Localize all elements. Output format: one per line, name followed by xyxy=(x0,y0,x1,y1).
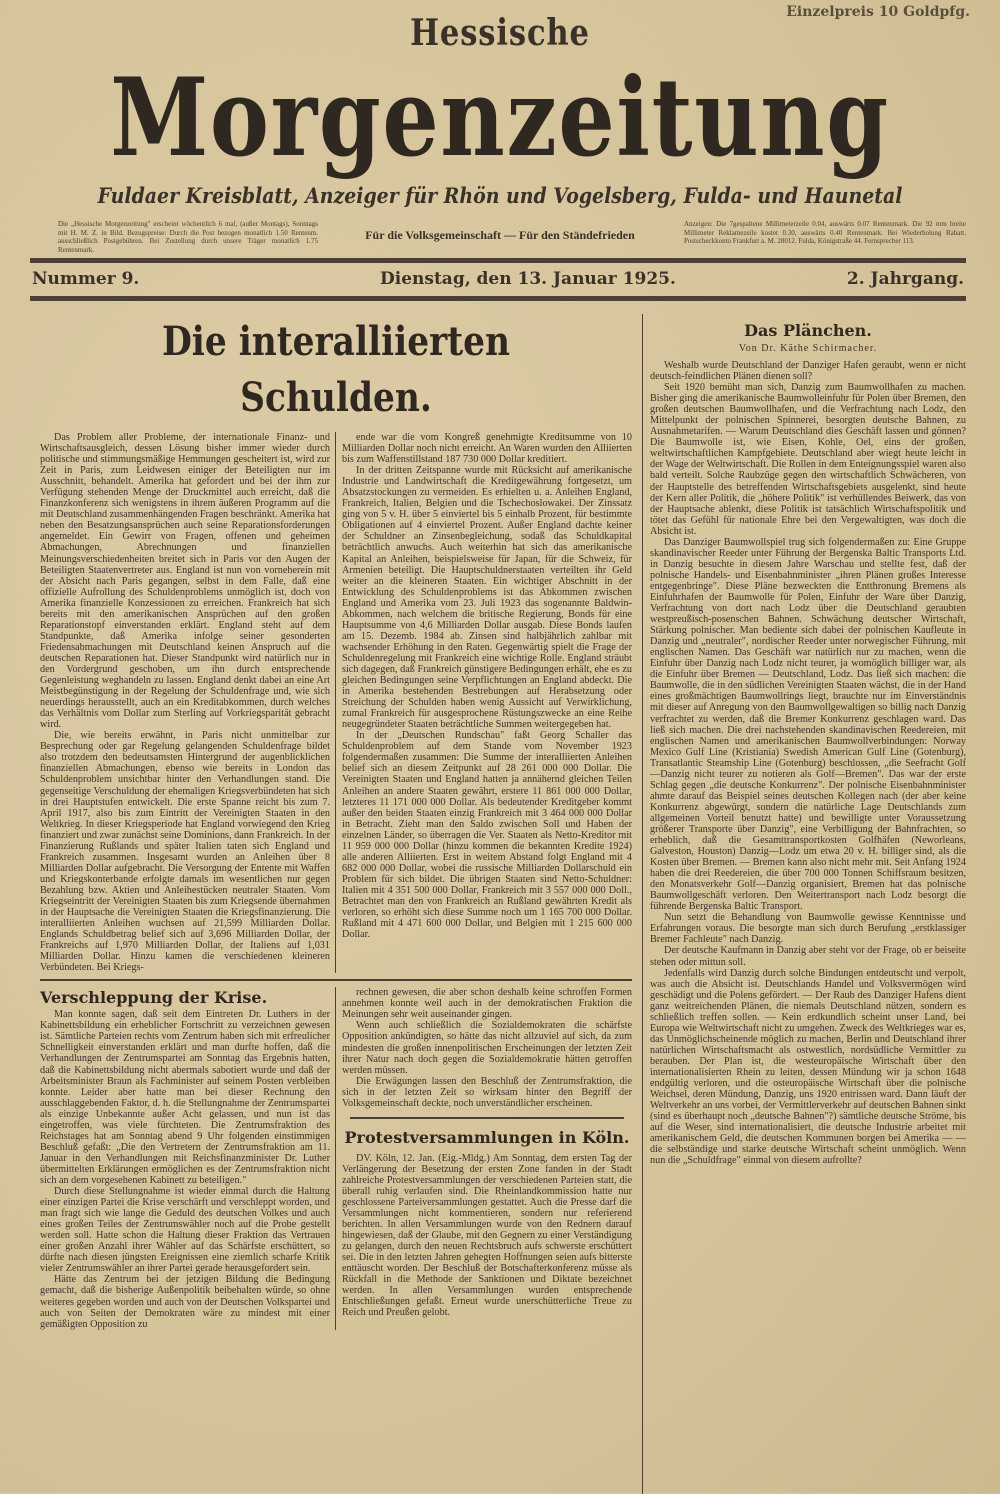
crisis-article xyxy=(40,987,330,1329)
paragraph: Nun setzt die Behandlung von Baumwolle gewisse Kenntnisse und Erfahrungen voraus. Die besorgte man sich durch Berufung „erstklassiger Bremer Fachleute" nach Danzig. xyxy=(650,912,966,946)
crisis-article-column-2 xyxy=(342,987,632,1109)
cologne-article-body xyxy=(342,1153,632,1319)
dateline-rule xyxy=(30,296,966,301)
advertising-info: Anzeigen: Die 7gespaltene Millimeterzeile 0.04, auswärts 0.07 Rentenmark. Die 92 mm breite Millimeter Reklamezeile kostet 0.30, auswärts 0.40 Rentenmark. Bei Wiederholung Rabatt. Postscheckkonto Frankfurt a. M. 28012. Fulda, Königstraße 44. Fernsprecher 113. xyxy=(684,220,966,245)
newspaper-subtitle: Fuldaer Kreisblatt, Anzeiger für Rhön und Vogelsberg, Fulda- und Haunetal xyxy=(97,183,903,208)
volume-number: 2. Jahrgang. xyxy=(846,269,964,289)
cologne-headline: Protestversammlungen in Köln. xyxy=(344,1127,630,1147)
issue-number: Nummer 9. xyxy=(32,269,140,289)
paragraph: In der „Deutschen Rundschau" faßt Georg Schaller das Schuldenproblem auf dem Stande vom November 1923 folgendermaßen zusammen: Die Summe der interalliierten Anleihen belief sich an diesem Zeitpunkt auf 28 261 000 000 Dollar. Die Vereinigten Staaten und England hatten ja annähernd gleichen Teilen Anleihen an andere Staaten gewährt, erstere 11 861 000 000 Dollar, letzteres 11 171 000 000 Dollar. Als bedeutender Kreditgeber kommt außer den beiden Staaten einzig Frankreich mit 3 464 000 000 Dollar in Betracht. Zieht man den Saldo zwischen Soll und Haben der einzelnen Länder, so überragen die Ver. Staaten als Netto-Kreditor mit 11 959 000 000 Dollar (hinzu kommen die bekannten Kredite 1924) alle anderen Alliierten. Erst in weitem Abstand folgt England mit 4 682 000 000 Dollar, wobei die russische Milliarden Dollarschuld ein Problem für sich bildet. Die übrigen Staaten sind Netto-Schuldner: Italien mit 4 351 500 000 Dollar, Frankreich mit 3 557 000 000 Doll., Betrachtet man den von Frankreich an Rußland gewährten Kredit als verloren, so erhöht sich diese Summe noch um 1 165 700 000 Dollar. Rußland mit 4 471 600 000 Dollar, und Belgien mit 1 215 600 000 Dollar. xyxy=(342,730,632,941)
subscription-info: Die „Hessische Morgenzeitung" erscheint wöchentlich 6 mal, (außer Montags), Sonntags mit H. M. Z. in Bild. Bezugspreise: Durch die Post bezogen monatlich 1.50 Rentenm. ausschließlich Postgebühren. Bei Zustellung durch unsere Träger monatlich 1.75 Rentenmark. xyxy=(58,220,318,254)
paragraph: Hätte das Zentrum bei der jetzigen Bildung die Bedingung gemacht, daß die bisherige Außenpolitik beibehalten würde, so ohne weiteres gegeben worden und auch von der Deutschen Volkspartei und auch von Seiten der Demokraten wäre zu mindest mit einer gemäßigten Opposition zu xyxy=(40,1274,330,1330)
left-area xyxy=(40,314,632,1330)
paragraph: Die Erwägungen lassen den Beschluß der Zentrumsfraktion, die sich in der letzten Zeit so wirksam hinter den Begriff der Volksgemeinschaft deckte, noch unverständlicher erscheinen. xyxy=(342,1075,632,1109)
page-body xyxy=(40,314,966,1494)
main-article-column-2 xyxy=(335,432,632,973)
section-rule xyxy=(40,979,632,981)
paragraph: Seit 1920 bemüht man sich, Danzig zum Baumwollhafen zu machen. Bisher ging die amerikanische Baumwolleinfuhr für Polen über Bremen, den großen deutschen Baumwollhafen, und die Verfrachtung nach Lodz, den Mittelpunkt der polnischen Spinnerei, besorgten deutsche Bahnen, zu Ausnahmetarifen. — Warum Deutschland dies Geschäft lassen und gönnen? Die Baumwolle ist, wie Eisen, Kohle, Oel, eins der großen, weltwirtschaftlichen Kampfgebiete. Deutschland aber wiegt heute leicht in der Wage der Weltwirtschaft. Die Rollen in dem Enteignungsspiel waren also bald verteilt. Solche Raubzüge gegen den wirtschaftlich Schwächeren, von der Hauptstelle des betreffenden Wirtschaftsgebiets ausgelenkt, sind heute der Kern aller Politik, die „höhere Politik" ist verhüllendes Beiwerk, das von der Hauptsache ablenkt, diese Politik ist tatsächlich Wirtschaftspolitik und tötet das Gefühl für nationale Ehre bei den Vergewaltigten, was doch die Absicht ist. xyxy=(650,382,966,537)
side-byline: Von Dr. Käthe Schirmacher. xyxy=(738,343,878,354)
side-article xyxy=(642,314,966,1494)
paragraph: Das Problem aller Probleme, der internationale Finanz- und Wirtschaftsausgleich, dessen Lösung bisher immer wieder durch politische und stimmungsmäßige Hemmungen gescheitert ist, wird zur Zeit in Paris, zum Leidwesen einiger der Beteiligten nur im Ausschnitt, behandelt. Amerika hat gefordert und bei der ihm zur Verfügung stehenden Menge der Druckmittel auch erreicht, daß die Finanzkonferenz sich wenigstens in ihrem äußeren Programm auf die mit Deutschland zusammenhängenden Fragen beschränkt. Amerika hat neben den Besatzungsansprüchen auch seine Reparationsforderungen angemeldet. Ein Gewirr von Fragen, offenen und geheimen Abmachungen, Abrechnungen und finanziellen Meinungsverschiedenheiten breitet sich in Paris vor den Augen der Beteiligten Staatenvertreter aus. England ist nun von vorneherein mit der Absicht nach Paris gegangen, selbst in dem Falle, daß eine offizielle Aufrollung des Schuldenproblems unmöglich ist, doch von Amerika finanzielle Konzessionen zu erreichen. Frankreich hat sich bereits mit den amerikanischen Ansprüchen auf den großen Reparationstopf einverstanden erklärt. England steht auf dem Standpunkte, daß Amerika infolge seiner gesonderten Friedensabmachungen mit Deutschland keinen Anspruch auf die deutschen Reparationen hat. Dieser Standpunkt wird natürlich nur in den Vordergrund geschoben, um ihn durch entsprechende Gegenleistung weghandeln zu lassen. England denkt dabei an eine Art Meistbegünstigung in der Regelung der Schuldenfrage und, wie sich neuerdings herausstellt, auch an ein Kreditabkommen, durch welches das Verhältnis vom Dollar zum Sterling auf Vorkriegsparität gebracht wird. xyxy=(40,432,330,731)
masthead-kicker: Hessische xyxy=(410,12,590,54)
paragraph: rechnen gewesen, die aber schon deshalb keine schroffen Formen annehmen konnte weil auch in der demokratischen Fraktion die Meinungen sehr weit auseinander gingen. xyxy=(342,987,632,1021)
lower-right-column xyxy=(335,987,632,1329)
lower-section xyxy=(40,987,632,1329)
paragraph: Durch diese Stellungnahme ist wieder einmal durch die Haltung einer einzigen Partei die Krise verschärft und verschleppt worden, und man fragt sich wie lange die Geduld des deutschen Volkes und auch eines großen Teiles der Zentrumswähler noch auf die Probe gestellt werden soll. Hatte schon die Haltung dieser Fraktion das Vertrauen einer großen Anzahl ihrer Wähler auf das Schärfste erschüttert, so dürfte nach diesen jüngsten Ereignissen eine ziemlich scharfe Kritik vieler Zentrumswähler an ihrer Partei gerade herausgefordert sein. xyxy=(40,1186,330,1275)
paragraph: Der deutsche Kaufmann in Danzig aber steht vor der Frage, ob er beiseite stehen oder mittun soll. xyxy=(650,945,966,968)
paragraph: Man konnte sagen, daß seit dem Eintreten Dr. Luthers in der Kabinettsbildung ein erheblicher Fortschritt zu verzeichnen gewesen ist. Sämtliche Parteien rechts vom Zentrum haben sich mit erfreulicher Schnelligkeit einverstanden erklärt und man durfte hoffen, daß die Verhandlungen der Zentrumspartei am Sonntag das Ergebnis hatten, daß die Kabinettsbildung nicht abermals sabotiert wurde und daß der Arbeitsminister Braun als Fachminister auf seinem Posten verbleiben konnte. Leider aber hatte man bei dieser Rechnung den ausschlaggebenden Faktor, d. h. die Stellungnahme der Zentrumspartei als einzige Unbekannte außer Acht gelassen, und nun ist das eingetroffen, was viele fürchteten. Die Zentrumsfraktion des Reichstages hat am Sonntag abend 9 Uhr folgenden einstimmigen Beschluß gefaßt: „Die den Vertretern der Zentrumsfraktion am 11. Januar in den Verhandlungen mit Reichsfinanzminister Dr. Luther übermittelten Erklärungen ermöglichen es der Zentrumsfraktion nicht sich an dem vorgesehenen Kabinett zu beteiligen." xyxy=(40,1009,330,1186)
paragraph: Jedenfalls wird Danzig durch solche Bindungen entdeutscht und verpolt, was auch die Absicht ist. Deutschlands Handel und Volksvermögen wird geschädigt und die Polens gefördert. — Der Raub des Danziger Hafens dient ganz weitreichenden Plänen, die niemals Deutschland nützen, sondern es schließlich treffen sollen. — Kein erdkundlich scheint unser Land, bei Europa wie Weltwirtschaft nicht zu umgehen. Zweck des Weltkrieges war es, das Unmöglichscheinende möglich zu machen, Berlin und Deutschland ihrer natürlichen Wirtschaftsmacht als ostwestlich, nordsüdliche Vermittler zu berauben. Der Plan ist, die westeuropäische Wirtschaft über den internationalisierten Rhein zu leiten, dessen Mündung wir ja schon 1648 endgültig verloren, und die osteuropäische Wirtschaft über die polnische Weichsel, deren Mündung, Danzig, uns 1920 entrissen ward. Dann läuft der Weltverkehr an uns vorbei, der Vermittlerverkehr auf deutschen Bahnen sinkt (sind es überhaupt noch „deutsche Bahnen"?) sämtliche deutsche Ströme, bis auf die Weser, sind internationalisiert, die deutsche Industrie arbeitet mit amerikanischem Geld, die deutschen Kommunen borgen bei Amerika — — die selbständige und starke deutsche Wirtschaft scheint unmöglich. Wenn nun die „Schuldfrage" einmal von diesem aufrollte? xyxy=(650,967,966,1167)
main-article xyxy=(40,432,632,973)
paragraph: ende war die vom Kongreß genehmigte Kreditsumme von 10 Milliarden Dollar noch nicht erreicht. An Waren wurden den Alliierten bis zum Waffenstillstand 187 730 000 Dollar kreditiert. xyxy=(342,432,632,466)
main-article-column-1 xyxy=(40,432,330,973)
crisis-headline: Verschleppung der Krise. xyxy=(40,988,268,1008)
masthead-rule xyxy=(30,258,966,263)
issue-date: Dienstag, den 13. Januar 1925. xyxy=(380,269,676,289)
section-rule xyxy=(350,1117,624,1119)
main-headline: Die interalliierten Schulden. xyxy=(161,318,511,421)
single-copy-price: Einzelpreis 10 Goldpfg. xyxy=(786,4,970,20)
paragraph: Wenn auch schließlich die Sozialdemokraten die schärfste Opposition ankündigten, so hätte das nicht allzuviel auf sich, da zum mindesten die großen innenpolitischen Erscheinungen der letzten Zeit ihrer Natur nach doch gegen die Sozialdemokratie hätten getroffen werden müssen. xyxy=(342,1020,632,1076)
newspaper-motto: Für die Volksgemeinschaft — Für den Ständefrieden xyxy=(365,228,635,242)
side-article-body xyxy=(650,360,966,1166)
paragraph: Das Danziger Baumwollspiel trug sich folgendermaßen zu: Eine Gruppe skandinavischer Reeder unter Führung der Bergenska Baltic Transports Ltd. in Danzig besuchte in diesem Jahre Warschau und stellte fest, daß der polnische Handels- und Eisenbahnminister „ihren Plänen großes Interesse entgegenbringe". Diese Pläne bezweckten die Entthronung Bremens als Einfuhrhafen der Baumwolle für Polen, Einfuhr der Ware über Danzig, Verfrachtung von dort nach Lodz über die Deutschland geraubten westpreußisch-posenschen Bahnen. Schwächung deutscher Wirtschaft, Stärkung polnischer. Man bediente sich dabei der polnischen Kaufleute in Danzig und „neutraler", nordischer Reeder unter norwegischer Führung, mit englischen Namen. Das Geschäft war natürlich nur zu machen, wenn die Einfuhr über Danzig nach Lodz nicht teurer, ja womöglich billiger war, als die Einfuhr über Bremen — Deutschland, Lodz. Das ließ sich machen: die Baumwolle, die in den südlichen Vereinigten Staaten wächst, die in der Hand eines großmächtigen Baumwollrings liegt, brauchte nur im Einverständnis mit dieser auf Anregung von den Baumwollgewaltigen so billig nach Danzig verfrachtet zu werden, daß die Bremer Konkurrenz geschlagen ward. Das ließ sich machen. Die drei nachstehenden skandinavischen Reedereien, mit englischen Namen und amerikanischen Baumwollverbindungen: Norway Mexico Gulf Line (Kristiania) Swedish American Gulf Line (Gotenburg), Transatlantic Steamship Line (Gotenburg) beschlossen, „die Seefracht Golf—Danzig nicht teurer zu notieren als Golf—Bremen". Das war der erste Schlag gegen „die deutsche Konkurrenz". Der polnische Eisenbahnminister ahmte darauf das Beispiel seines deutschen Kollegen nach (der aber keine Konkurrenz abgewürgt, sondern die natürliche Lage Deutschlands zum allgemeinen Vorteil benutzt hatte) und bewilligte unter Voraussetzung größerer Transporte über Danzig", eine Verbilligung der Bahnfrachten, so erheblich, daß die Gesamttransportkosten Golfhäfen (Neworleans, Galveston, Houston) Danzig—Lodz um etwa 20 v. H. billiger sind, als die Kosten über Bremen. — Bremen kann also nicht mehr mit. Seit Anfang 1924 haben die drei Reedereien, die über 700 000 Tonnen Schiffsraum besitzen, den Monatsverkehr Golf—Danzig organisiert, Bremen hat das polnische Baumwollgeschäft verloren. Den Weitertransport nach Lodz besorgt die führende Bergenska Baltic Transport. xyxy=(650,536,966,913)
paragraph: In der dritten Zeitspanne wurde mit Rücksicht auf amerikanische Industrie und Landwirtschaft die Kreditgewährung fortgesetzt, um Absatzstockungen zu vermeiden. Es erhielten u. a. Anleihen England, Frankreich, Italien, Belgien und die Tschechoslowakei. Der Zinssatz ging von 5 v. H. über 5 einviertel bis 5 einhalb Prozent, für bestimmte Obligationen auf 4 einviertel Prozent. Außer England dachte keiner der Schuldner an Zinsenbegleichung, sodaß das Schuldkapital beträchtlich anwuchs. Auch weiterhin hat sich das amerikanische Kapital an Anleihen, beispielsweise für Japan, für die Schweiz, für Armenien beteiligt. Die Hauptschuldnerstaaten verteilten ihr Geld weiter an die kleineren Staaten. Ein wichtiger Abschnitt in der Entwicklung des Schuldenproblems ist das Abkommen zwischen England und Amerika vom 23. Juli 1923 das sogenannte Baldwin-Abkommen, nach welchem die britische Regierung, Bonds für eine Hauptsumme von 4,6 Milliarden Dollar ausgab. Diese Bonds laufen am 15. Dezemb. 1984 ab. Zinsen sind halbjährlich zahlbar mit wachsender Erhöhung in den Raten. Gegenwärtig spielt die Frage der Schuldenregelung mit Frankreich eine wichtige Rolle. England sträubt sich dagegen, daß Frankreich günstigere Bedingungen erhält, ehe es zu gleichen Bedingungen seine Verpflichtungen an England abdeckt. Die in Amerika bestehenden Bestrebungen auf Herabsetzung oder Streichung der Schulden haben wenig Aussicht auf Verwirklichung, zumal Frankreich für ausgesprochene Rüstungszwecke an eine Reihe neugegründeter Staaten beträchtliche Summen weitergegeben hat. xyxy=(342,465,632,731)
paragraph: DV. Köln, 12. Jan. (Eig.-Mldg.) Am Sonntag, dem ersten Tag der Verlängerung der Besetzung der ersten Zone fanden in der Stadt zahlreiche Protestversammlungen der verschiedenen Parteien statt, die überall ruhig verlaufen sind. Die Rheinlandkommission hatte nur geschlossene Parteiversammlungen gestattet. Auch die Presse darf die Versammlungen nicht kommentieren, sondern nur referierend berichten. In allen Versammlungen wurde von den Rednern darauf hingewiesen, daß der Glaube, mit den Gegnern zu einer Verständigung zu gelangen, durch den neuen Rechtsbruch aufs schwerste erschüttert sei. Die in den letzten Jahren gehegten Hoffnungen seien aufs bitterste enttäuscht worden. Der Beschluß der Botschafterkonferenz müsse als Rückfall in die Methode der Sanktionen und Diktate bezeichnet werden. In allen Versammlungen wurden entsprechende Entschließungen gefaßt. Erneut wurde unerschütterliche Treue zu Reich und Preußen gelobt. xyxy=(342,1152,632,1319)
crisis-article-column-1 xyxy=(40,1009,330,1329)
newspaper-title: Morgenzeitung xyxy=(110,55,890,181)
paragraph: Weshalb wurde Deutschland der Danziger Hafen geraubt, wenn er nicht deutsch-feindlichen Plänen dienen soll? xyxy=(650,360,966,383)
paragraph: Die, wie bereits erwähnt, in Paris nicht unmittelbar zur Besprechung oder gar Regelung gelangenden Schuldenfrage bildet also trotzdem den bedeutsamsten Hintergrund der augenblicklichen finanziellen Abmachungen, ebenso wie bereits in London das Schuldenproblem unsichtbar hinter den Verhandlungen stand. Die gegenseitige Verschuldung der ehemaligen Kriegsverbündeten hat sich in drei Hauptstufen entwickelt. Die erste Spanne reicht bis zum 7. April 1917, also bis zum Eintritt der Vereinigten Staaten in den Weltkrieg. In dieser Kriegsperiode hat England vorwiegend den Krieg finanziert und zwar zunächst seine Dominions, dann Frankreich. In der Finanzierung Rußlands und später Italien taten sich England und Frankreich zusammen. Insgesamt wurden an Anleihen über 8 Milliarden Dollar aufgebracht. Die Versorgung der Entente mit Waffen und Kriegskonterbande erfolgte damals im wesentlichen nur gegen Bezahlung bzw. Aktien und Anleihestücken neutraler Staaten. Vom Kriegseintritt der Vereinigten Staaten bis zum Kriegsende übernahmen in der Hauptsache die Vereinigten Staaten die Kriegsfinanzierung. Die interalliierten Anleihen wuchsen auf 21,599 Milliarden Dollar. Englands Schuldbetrag belief sich auf 3,696 Milliarden Dollar, der Frankreichs auf 1,970 Milliarden Dollar, der Italiens auf 1,031 Milliarden Dollar. Hinzu kamen die verschiedenen kleineren Verbündeten. Bei Kriegs- xyxy=(40,730,330,974)
side-headline: Das Plänchen. xyxy=(744,321,872,340)
